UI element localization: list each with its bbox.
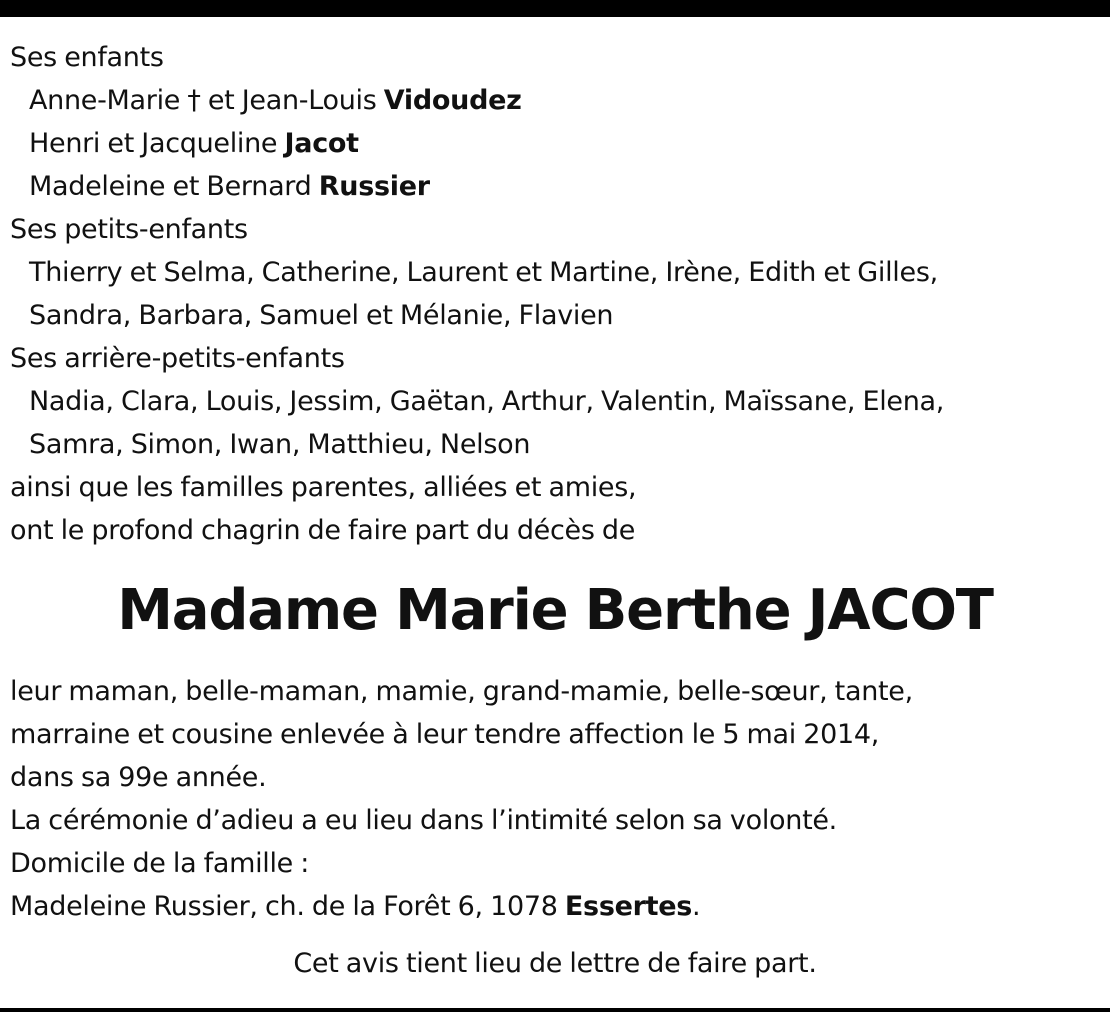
child-line [10,122,1100,165]
details-line: leur maman, belle-maman, mamie, grand-mamie, belle-sœur, tante, [10,676,913,707]
deceased-name: Madame Marie Berthe JACOT [117,578,993,643]
great-grandchildren-heading: Ses arrière-petits-enfants [10,343,345,374]
great-grandchildren-line: Samra, Simon, Iwan, Matthieu, Nelson [29,429,531,460]
child-given-names: Madeleine et Bernard [29,171,312,202]
address-street: Madeleine Russier, ch. de la Forêt 6, 1078 [10,891,558,922]
ceremony-line: La cérémonie d’adieu a eu lieu dans l’intimité selon sa volonté. [10,805,837,836]
death-notice [10,36,1100,985]
child-surname: Russier [318,171,430,202]
grandchildren-heading: Ses petits-enfants [10,214,248,245]
child-surname: Vidoudez [383,85,522,116]
child-line [10,165,1100,208]
grandchildren-line: Sandra, Barbara, Samuel et Mélanie, Flavien [29,300,614,331]
announcement-line: ont le profond chagrin de faire part du décès de [10,515,636,546]
great-grandchildren-line: Nadia, Clara, Louis, Jessim, Gaëtan, Arthur, Valentin, Maïssane, Elena, [29,386,945,417]
family-address [10,885,1100,928]
child-line [10,79,1100,122]
bottom-rule [0,1008,1110,1012]
closing-note: Cet avis tient lieu de lettre de faire part. [293,948,817,979]
address-end: . [692,891,701,922]
details-line: marraine et cousine enlevée à leur tendre affection le 5 mai 2014, [10,719,880,750]
family-domicile-label: Domicile de la famille : [10,848,310,879]
relatives-line: ainsi que les familles parentes, alliées et amies, [10,472,637,503]
top-rule [0,0,1110,17]
children-heading: Ses enfants [10,42,164,73]
details-line: dans sa 99e année. [10,762,267,793]
address-town: Essertes [564,891,693,922]
child-surname: Jacot [284,128,359,159]
grandchildren-line: Thierry et Selma, Catherine, Laurent et Martine, Irène, Edith et Gilles, [29,257,938,288]
child-given-names: Henri et Jacqueline [29,128,278,159]
child-given-names: Anne-Marie † et Jean-Louis [29,85,377,116]
